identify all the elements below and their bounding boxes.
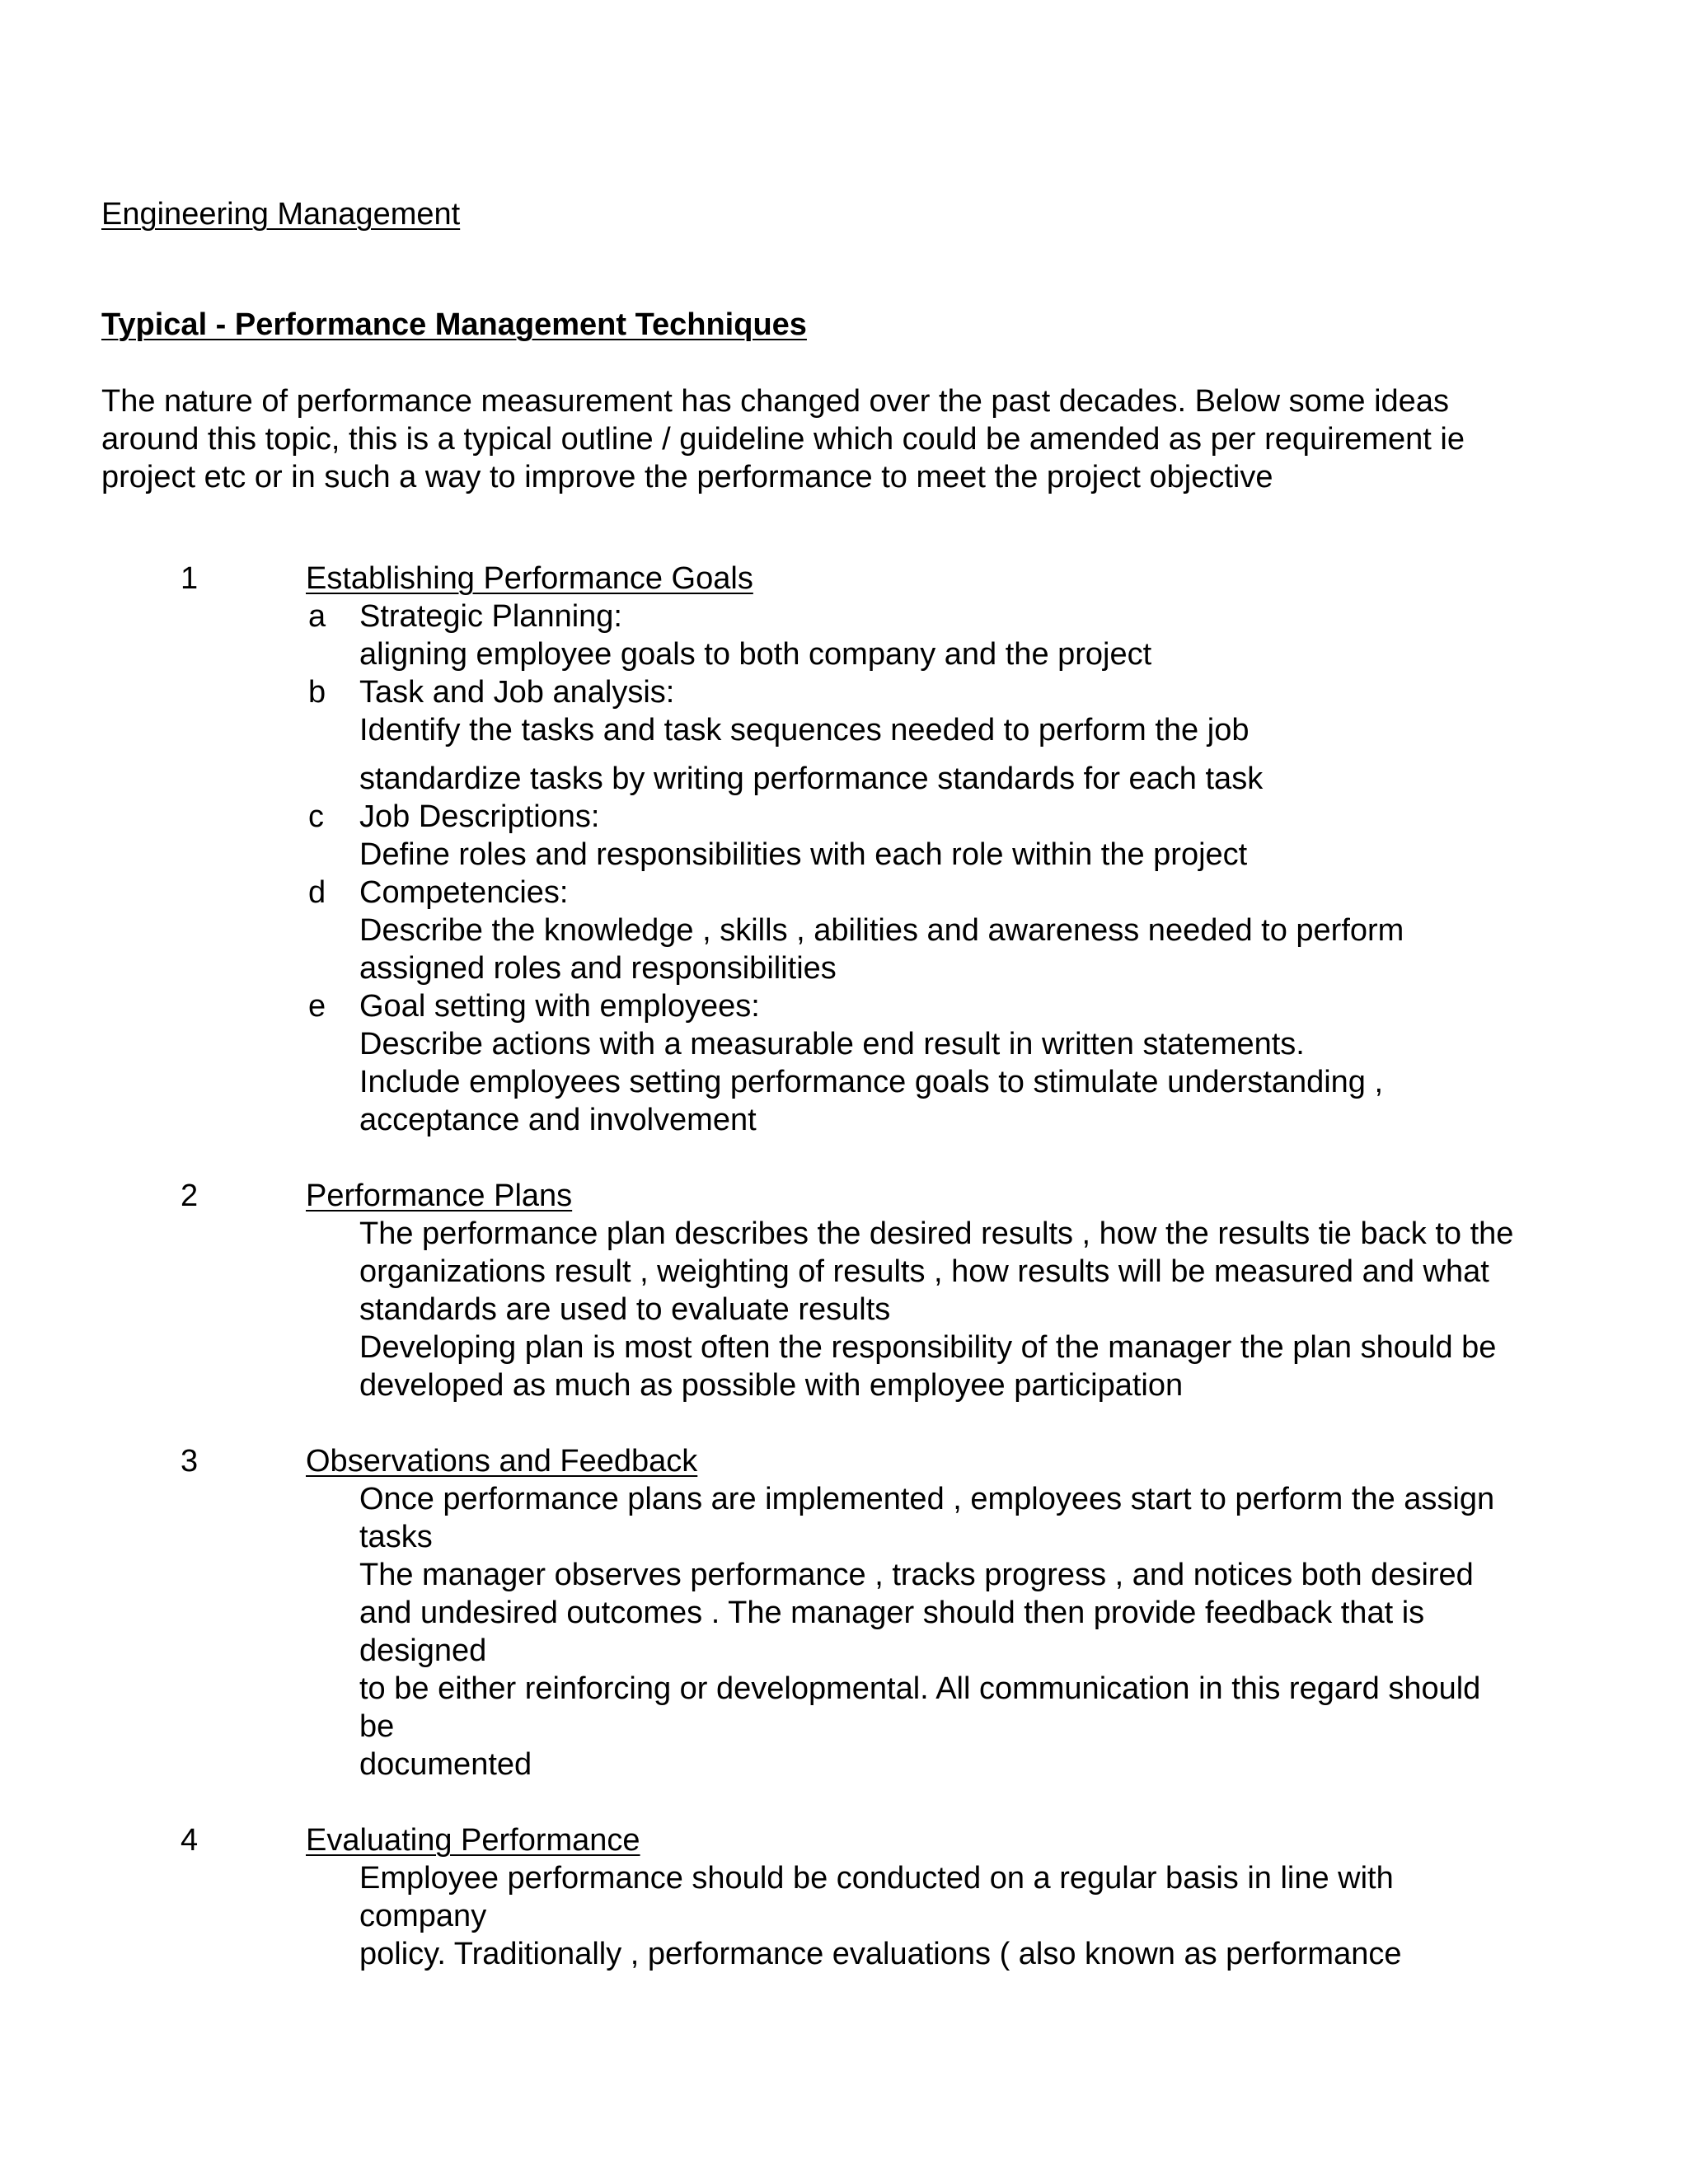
intro-line: project etc or in such a way to improve the performance to meet the project objective bbox=[101, 460, 1273, 494]
item-line: acceptance and involvement bbox=[359, 1103, 757, 1137]
section-line: policy. Traditionally , performance evaluations ( also known as performance bbox=[359, 1937, 1402, 1971]
item-line: Job Descriptions: bbox=[359, 799, 600, 834]
section-number: 3 bbox=[181, 1444, 199, 1479]
section-line: The manager observes performance , tracks progress , and notices both desired bbox=[359, 1558, 1474, 1592]
item-line: aligning employee goals to both company and the project bbox=[359, 637, 1152, 672]
section-number: 4 bbox=[181, 1823, 199, 1858]
intro-line: The nature of performance measurement has changed over the past decades. Below some ideas bbox=[101, 384, 1449, 419]
section-line: to be either reinforcing or developmental. All communication in this regard should bbox=[359, 1671, 1481, 1706]
item-line: Goal setting with employees: bbox=[359, 989, 760, 1024]
section-line: company bbox=[359, 1899, 487, 1933]
item-line: Include employees setting performance goals to stimulate understanding , bbox=[359, 1065, 1384, 1099]
section-line: Employee performance should be conducted on a regular basis in line with bbox=[359, 1861, 1394, 1896]
item-line: Task and Job analysis: bbox=[359, 675, 675, 710]
item-letter: e bbox=[308, 989, 326, 1024]
section-line: be bbox=[359, 1709, 395, 1744]
section-heading: Observations and Feedback bbox=[306, 1444, 698, 1479]
item-line: Describe actions with a measurable end result in written statements. bbox=[359, 1027, 1305, 1062]
section-heading: Establishing Performance Goals bbox=[306, 561, 753, 596]
item-line: Define roles and responsibilities with each role within the project bbox=[359, 837, 1248, 872]
section-line: Once performance plans are implemented , employees start to perform the assign bbox=[359, 1482, 1495, 1516]
item-line: standardize tasks by writing performance standards for each task bbox=[359, 762, 1264, 796]
item-line: Describe the knowledge , skills , abilities and awareness needed to perform bbox=[359, 913, 1404, 948]
section-line: organizations result , weighting of results , how results will be measured and what bbox=[359, 1254, 1489, 1289]
item-letter: b bbox=[308, 675, 326, 710]
section-number: 1 bbox=[181, 561, 199, 596]
intro-line: around this topic, this is a typical outline / guideline which could be amended as per requirement ie bbox=[101, 422, 1465, 457]
section-line: standards are used to evaluate results bbox=[359, 1292, 891, 1327]
item-letter: d bbox=[308, 875, 326, 910]
item-letter: c bbox=[308, 799, 324, 834]
item-line: assigned roles and responsibilities bbox=[359, 951, 837, 986]
section-heading: Performance Plans bbox=[306, 1179, 573, 1213]
section-line: designed bbox=[359, 1633, 487, 1668]
section-line: tasks bbox=[359, 1520, 433, 1554]
section-line: documented bbox=[359, 1747, 532, 1782]
item-letter: a bbox=[308, 599, 326, 634]
section-line: Developing plan is most often the responsibility of the manager the plan should be bbox=[359, 1330, 1497, 1365]
item-line: Identify the tasks and task sequences needed to perform the job bbox=[359, 713, 1250, 748]
section-line: developed as much as possible with employee participation bbox=[359, 1368, 1184, 1403]
section-line: and undesired outcomes . The manager should then provide feedback that is bbox=[359, 1596, 1425, 1630]
section-heading: Evaluating Performance bbox=[306, 1823, 640, 1858]
section-number: 2 bbox=[181, 1179, 199, 1213]
item-line: Competencies: bbox=[359, 875, 569, 910]
course-title: Engineering Management bbox=[101, 197, 461, 232]
document-title: Typical - Performance Management Techniques bbox=[101, 307, 807, 342]
item-line: Strategic Planning: bbox=[359, 599, 622, 634]
section-line: The performance plan describes the desired results , how the results tie back to the bbox=[359, 1216, 1514, 1251]
